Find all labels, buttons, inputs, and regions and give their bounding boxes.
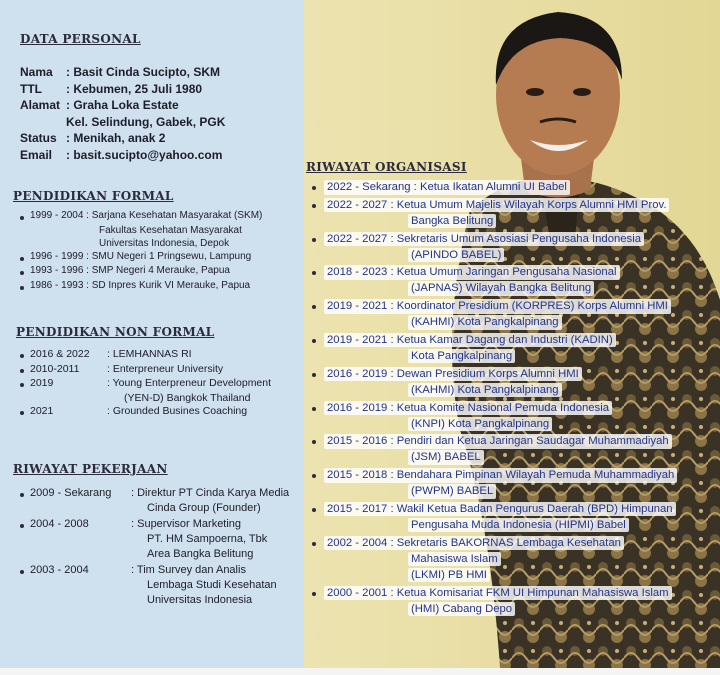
- organization-role-continued: Mahasiswa Islam: [408, 552, 501, 567]
- personal-value: : Kebumen, 25 Juli 1980: [66, 81, 203, 96]
- organization-role: 2018 - 2023 : Ketua Umum Jaringan Pengusaha Nasional: [324, 265, 620, 280]
- organization-line: [312, 299, 677, 315]
- bullet-icon: [312, 238, 316, 242]
- item-text: : Direktur PT Cinda Karya Media: [131, 487, 290, 499]
- organization-role: 2022 - 2027 : Ketua Umum Majelis Wilayah Korps Alumni HMI Prov.: [324, 198, 669, 213]
- personal-value: : Basit Cinda Sucipto, SKM: [66, 65, 221, 80]
- organization-role: 2015 - 2018 : Bendahara Pimpinan Wilayah Pemuda Muhammadiyah: [324, 468, 677, 483]
- bullet-icon: [312, 204, 316, 208]
- bullet-icon: [20, 493, 24, 497]
- item-subtext: (YEN-D) Bangkok Thailand: [124, 391, 251, 404]
- personal-value: Kel. Selindung, Gabek, PGK: [66, 114, 226, 129]
- organization-line: [312, 315, 677, 331]
- work-history-list: [20, 487, 289, 610]
- item-text: 1986 - 1993 : SD Inpres Kurik VI Merauke, Papua: [30, 279, 251, 291]
- item-subtext: Lembaga Studi Kesehatan: [147, 578, 277, 591]
- list-item: [20, 348, 271, 363]
- item-subtext: Universitas Indonesia, Depok: [99, 237, 230, 249]
- organization-line: [312, 401, 677, 417]
- item-text: 1999 - 2004 : Sarjana Kesehatan Masyarakat (SKM): [30, 210, 263, 221]
- personal-row: [20, 130, 225, 147]
- organization-item: [312, 468, 677, 500]
- organization-role-continued: (LKMI) PB HMI: [408, 568, 490, 583]
- list-item: [20, 564, 289, 579]
- list-item: [20, 518, 289, 533]
- list-item: [20, 251, 262, 266]
- organization-line: [312, 383, 677, 399]
- item-text: : Tim Survey dan Analis: [131, 563, 246, 576]
- personal-key: Nama: [20, 65, 53, 80]
- bullet-icon: [312, 508, 316, 512]
- item-year: 2021: [30, 404, 54, 417]
- organization-role: 2015 - 2016 : Pendiri dan Ketua Jaringan Saudagar Muhammadiyah: [324, 434, 672, 449]
- list-item: [20, 265, 262, 280]
- organization-role-continued: (HMI) Cabang Depo: [408, 602, 515, 617]
- organization-role-continued: (PWPM) BABEL: [408, 484, 496, 499]
- organization-line: [312, 281, 677, 297]
- list-item: [20, 280, 262, 295]
- organization-line: [312, 248, 677, 264]
- personal-row: [20, 81, 225, 98]
- organization-line: [312, 198, 677, 214]
- organization-line: [312, 484, 677, 500]
- organization-role-continued: (JAPNAS) Wilayah Bangka Belitung: [408, 281, 594, 296]
- personal-key: Status: [20, 131, 57, 146]
- organization-item: [312, 434, 677, 466]
- organization-role-continued: Pengusaha Muda Indonesia (HIPMI) Babel: [408, 518, 629, 533]
- organization-role-continued: (KAHMI) Kota Pangkalpinang: [408, 315, 562, 330]
- item-subtext: Fakultas Kesehatan Masyarakat: [99, 224, 242, 236]
- organization-line: [312, 518, 677, 534]
- nonformal-education-list: [20, 348, 271, 419]
- organization-item: [312, 586, 677, 618]
- personal-value: : Menikah, anak 2: [66, 131, 166, 146]
- organization-role: 2022 - Sekarang : Ketua Ikatan Alumni UI Babel: [324, 180, 570, 195]
- organization-item: [312, 198, 677, 230]
- list-item-continuation: [20, 392, 271, 405]
- item-text: : LEMHANNAS RI: [107, 348, 192, 360]
- bullet-icon: [20, 354, 24, 358]
- bullet-icon: [312, 407, 316, 411]
- bullet-icon: [20, 369, 24, 373]
- list-item: [20, 487, 289, 502]
- bullet-icon: [312, 339, 316, 343]
- organization-item: [312, 401, 677, 433]
- bullet-icon: [20, 411, 24, 415]
- organization-item: [312, 502, 677, 534]
- item-year: 2010-2011: [30, 362, 80, 375]
- bullet-icon: [312, 474, 316, 478]
- item-year: 2003 - 2004: [30, 563, 89, 576]
- organization-line: [312, 568, 677, 584]
- item-text: : Young Enterpreneur Development: [107, 377, 272, 389]
- formal-education-heading: PENDIDIKAN FORMAL: [13, 189, 174, 203]
- list-item: [20, 405, 271, 420]
- item-subtext: Cinda Group (Founder): [147, 502, 261, 514]
- organization-role: 2019 - 2021 : Koordinator Presidium (KORPRES) Korps Alumni HMI: [324, 299, 671, 314]
- bullet-icon: [20, 286, 24, 290]
- bottom-strip: [0, 668, 720, 675]
- personal-row: [20, 147, 225, 164]
- organization-role-continued: (KNPI) Kota Pangkalpinang: [408, 417, 552, 432]
- organization-line: [312, 450, 677, 466]
- list-item-continuation: [20, 594, 289, 610]
- organization-role: 2019 - 2021 : Ketua Kamar Dagang dan Industri (KADIN): [324, 333, 616, 348]
- item-year: 2004 - 2008: [30, 517, 89, 530]
- bullet-icon: [312, 542, 316, 546]
- personal-info: [20, 64, 225, 163]
- personal-value: : Graha Loka Estate: [66, 98, 179, 113]
- personal-row: [20, 114, 225, 131]
- personal-key: Email: [20, 147, 53, 162]
- organization-item: [312, 180, 677, 196]
- personal-heading: DATA PERSONAL: [20, 32, 141, 46]
- organization-line: [312, 434, 677, 450]
- list-item-continuation: [20, 225, 262, 238]
- item-text: : Supervisor Marketing: [131, 517, 242, 530]
- organization-item: [312, 536, 677, 584]
- list-item-continuation: [20, 238, 262, 251]
- organization-item: [312, 367, 677, 399]
- organization-role: 2016 - 2019 : Dewan Presidium Korps Alumni HMI: [324, 367, 582, 382]
- bullet-icon: [20, 524, 24, 528]
- formal-education-list: [20, 210, 262, 294]
- organization-role-continued: Bangka Belitung: [408, 214, 496, 229]
- organization-line: [312, 502, 677, 518]
- organization-item: [312, 265, 677, 297]
- bullet-icon: [312, 186, 316, 190]
- organization-line: [312, 349, 677, 365]
- organization-line: [312, 232, 677, 248]
- bullet-icon: [20, 570, 24, 574]
- bullet-icon: [312, 373, 316, 377]
- list-item-continuation: [20, 502, 289, 518]
- item-subtext: Universitas Indonesia: [147, 594, 253, 606]
- personal-key: Alamat: [20, 98, 61, 113]
- bullet-icon: [312, 271, 316, 275]
- organization-role-continued: (APINDO BABEL): [408, 248, 504, 263]
- item-text: : Enterpreneur University: [107, 362, 224, 375]
- list-item-continuation: [20, 548, 289, 564]
- item-year: 2019: [30, 377, 54, 389]
- item-year: 2009 - Sekarang: [30, 487, 112, 499]
- item-subtext: Area Bangka Belitung: [147, 548, 254, 560]
- organization-line: [312, 214, 677, 230]
- organization-line: [312, 468, 677, 484]
- bullet-icon: [20, 271, 24, 275]
- organization-role: 2000 - 2001 : Ketua Komisariat FKM UI Himpunan Mahasiswa Islam: [324, 586, 672, 601]
- organization-line: [312, 333, 677, 349]
- organization-line: [312, 417, 677, 433]
- organization-line: [312, 265, 677, 281]
- organization-line: [312, 586, 677, 602]
- list-item: [20, 363, 271, 378]
- organization-role-continued: (KAHMI) Kota Pangkalpinang: [408, 383, 562, 398]
- work-history-heading: RIWAYAT PEKERJAAN: [13, 462, 168, 476]
- nonformal-education-heading: PENDIDIKAN NON FORMAL: [16, 325, 215, 339]
- bullet-icon: [20, 257, 24, 261]
- list-item: [20, 210, 262, 225]
- organization-item: [312, 333, 677, 365]
- organization-item: [312, 299, 677, 331]
- bullet-icon: [312, 592, 316, 596]
- list-item: [20, 377, 271, 392]
- organization-line: [312, 552, 677, 568]
- personal-key: TTL: [20, 81, 42, 96]
- organization-list: [312, 180, 677, 619]
- list-item-continuation: [20, 579, 289, 595]
- organization-role-continued: Kota Pangkalpinang: [408, 349, 515, 364]
- personal-row: [20, 64, 225, 81]
- item-text: 1996 - 1999 : SMU Negeri 1 Pringsewu, Lampung: [30, 250, 252, 262]
- organization-line: [312, 180, 677, 196]
- item-subtext: PT. HM Sampoerna, Tbk: [147, 532, 268, 545]
- organization-line: [312, 536, 677, 552]
- personal-row: [20, 97, 225, 114]
- organization-line: [312, 602, 677, 618]
- organization-role: 2002 - 2004 : Sekretaris BAKORNAS Lembaga Kesehatan: [324, 536, 624, 551]
- organization-item: [312, 232, 677, 264]
- organization-role: 2022 - 2027 : Sekretaris Umum Asosiasi Pengusaha Indonesia: [324, 232, 644, 247]
- organization-heading: RIWAYAT ORGANISASI: [306, 160, 467, 174]
- bullet-icon: [312, 305, 316, 309]
- item-year: 2016 & 2022: [30, 348, 90, 360]
- item-text: : Grounded Busines Coaching: [107, 404, 248, 417]
- organization-role: 2015 - 2017 : Wakil Ketua Badan Pengurus Daerah (BPD) Himpunan: [324, 502, 676, 517]
- organization-role: 2016 - 2019 : Ketua Komite Nasional Pemuda Indonesia: [324, 401, 612, 416]
- item-text: 1993 - 1996 : SMP Negeri 4 Merauke, Papua: [30, 265, 230, 276]
- bullet-icon: [20, 383, 24, 387]
- organization-line: [312, 367, 677, 383]
- bullet-icon: [20, 216, 24, 220]
- list-item-continuation: [20, 533, 289, 549]
- bullet-icon: [312, 440, 316, 444]
- organization-role-continued: (JSM) BABEL: [408, 450, 484, 465]
- personal-value: : basit.sucipto@yahoo.com: [66, 147, 223, 162]
